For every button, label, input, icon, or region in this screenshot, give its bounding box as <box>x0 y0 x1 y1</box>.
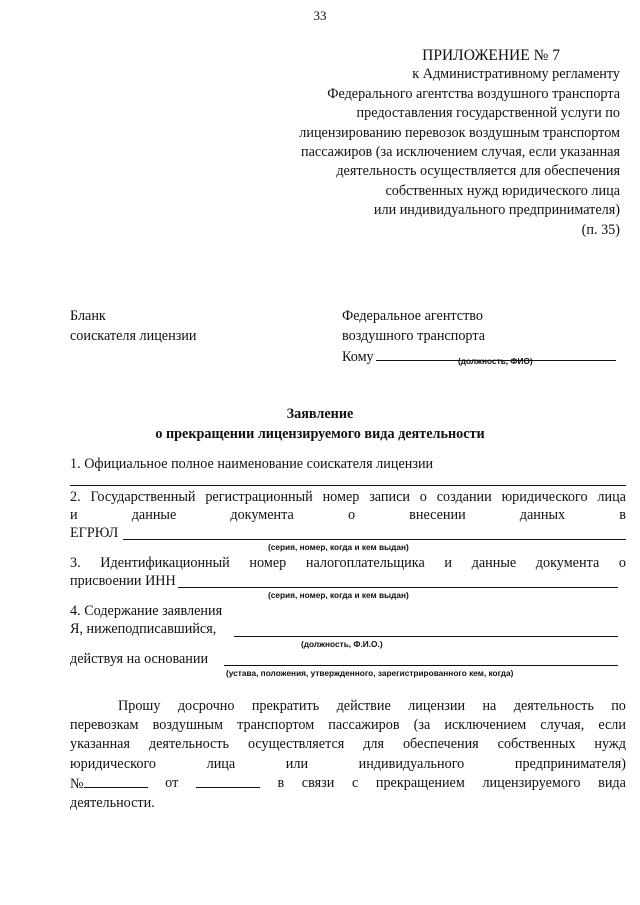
word: в <box>277 774 285 791</box>
word: налогоплательщика <box>305 555 425 571</box>
appendix-header <box>240 46 620 240</box>
egrul-label: ЕГРЮЛ <box>70 525 119 541</box>
word: и <box>444 555 452 571</box>
word: транспортом <box>237 717 315 734</box>
word: документа <box>535 555 600 571</box>
word: обеспечения <box>402 736 479 753</box>
word: документа <box>230 507 294 523</box>
word: осуществляется <box>247 736 345 753</box>
word: лицензируемого <box>482 774 581 791</box>
request-line <box>70 735 626 754</box>
number-group <box>70 774 148 794</box>
blank-label: Бланк <box>70 308 106 324</box>
word: на <box>482 698 497 714</box>
section-4-label: 4. Содержание заявления <box>70 603 223 619</box>
word: деятельность <box>513 698 594 714</box>
word: досрочно <box>177 698 235 714</box>
undersigned-caption: (должность, Ф.И.О.) <box>301 639 383 649</box>
appendix-line: или индивидуального предпринимателя) <box>373 202 620 219</box>
appendix-line: лицензированию перевозок воздушным транспортом <box>299 124 620 141</box>
agency-name-2: воздушного транспорта <box>342 328 485 344</box>
word: если <box>598 717 626 734</box>
inn-label: присвоении ИНН <box>70 573 176 589</box>
word: случая, <box>540 717 585 734</box>
word: действие <box>336 698 391 714</box>
section-2-line1 <box>70 489 626 506</box>
basis-label: действуя на основании <box>70 651 209 667</box>
basis-caption: (устава, положения, утвержденного, зарегистрированного кем, когда) <box>226 668 514 678</box>
section-1-field[interactable] <box>70 485 626 486</box>
word: о <box>618 555 626 571</box>
basis-field[interactable] <box>224 665 618 666</box>
license-number-field[interactable] <box>84 774 148 788</box>
appendix-line: (п. 35) <box>581 221 620 238</box>
agency-name-1: Федеральное агентство <box>342 308 483 324</box>
word: указанная <box>70 736 130 753</box>
egrul-field[interactable] <box>123 539 626 540</box>
appendix-line: собственных нужд юридического лица <box>385 182 620 199</box>
word: 2. <box>70 489 81 505</box>
word: о <box>419 489 427 505</box>
appendix-line: предоставления государственной услуги по <box>356 105 620 122</box>
section-3-line1 <box>70 555 626 572</box>
word: регистрационный <box>205 489 313 505</box>
license-date-field[interactable] <box>196 774 260 788</box>
word: нужд <box>594 736 626 753</box>
word: Государственный <box>90 489 196 505</box>
undersigned-label: Я, нижеподписавшийся, <box>70 621 217 637</box>
word: прекращением <box>375 774 465 791</box>
request-line <box>70 716 626 735</box>
word: Прошу <box>118 698 161 714</box>
word: данные <box>131 507 177 523</box>
word: перевозкам <box>70 717 139 734</box>
request-paragraph <box>70 697 626 813</box>
word: данных <box>519 507 566 523</box>
appendix-title: ПРИЛОЖЕНИЕ № 7 <box>422 47 560 64</box>
appendix-line: Федерального агентства воздушного транспорта <box>327 85 620 102</box>
page-number: 33 <box>313 8 327 23</box>
inn-caption: (серия, номер, когда и кем выдан) <box>268 590 409 600</box>
addressee-caption: (должность, ФИО) <box>458 356 533 366</box>
word: вида <box>598 774 626 791</box>
word: юридического <box>501 489 588 505</box>
word: или <box>285 755 309 772</box>
request-line <box>70 697 626 716</box>
section-1-label: 1. Официальное полное наименование соискателя лицензии <box>70 456 434 472</box>
appendix-line: к Административному регламенту <box>412 66 620 83</box>
appendix-line: пассажиров (за исключением случая, если указанная <box>301 144 620 161</box>
word: (за <box>413 717 431 734</box>
word: связи <box>301 774 335 791</box>
word: предпринимателя) <box>514 755 626 772</box>
word: номер <box>322 489 360 505</box>
word: от <box>165 774 179 791</box>
word: номер <box>249 555 287 571</box>
word: с <box>351 774 359 791</box>
word: лицензии <box>408 698 466 714</box>
word: записи <box>369 489 410 505</box>
word: деятельность <box>148 736 230 753</box>
request-line <box>70 774 626 794</box>
word: по <box>611 698 626 714</box>
to-label: Кому <box>342 349 374 365</box>
word: воздушным <box>152 717 224 734</box>
word: в <box>619 507 626 523</box>
document-title <box>0 404 640 444</box>
word: 3. <box>70 555 81 571</box>
document-title-line1: Заявление <box>286 406 354 422</box>
word: исключением <box>444 717 527 734</box>
word: лица <box>597 489 626 505</box>
request-line <box>70 755 626 774</box>
word: пассажиров <box>328 717 400 734</box>
word: прекратить <box>251 698 320 714</box>
inn-field[interactable] <box>178 587 618 588</box>
appendix-line: деятельность осуществляется для обеспечения <box>336 163 620 180</box>
undersigned-field[interactable] <box>234 636 618 637</box>
word: данные <box>471 555 517 571</box>
applicant-letterhead-block <box>70 306 196 346</box>
request-line-last: деятельности. <box>70 795 155 812</box>
egrul-caption: (серия, номер, когда и кем выдан) <box>268 542 409 552</box>
word: внесении <box>409 507 466 523</box>
word: индивидуального <box>358 755 465 772</box>
blank-label-2: соискателя лицензии <box>70 328 197 344</box>
word: о <box>347 507 356 523</box>
number-sign: № <box>70 775 84 792</box>
word: и <box>70 507 78 523</box>
document-title-line2: о прекращении лицензируемого вида деятельности <box>155 426 485 442</box>
section-2-line2 <box>70 507 626 524</box>
word: юридического <box>70 755 157 772</box>
word: для <box>363 736 385 753</box>
word: лица <box>206 755 236 772</box>
word: создании <box>436 489 492 505</box>
word: собственных <box>497 736 576 753</box>
word: Идентификационный <box>100 555 230 571</box>
